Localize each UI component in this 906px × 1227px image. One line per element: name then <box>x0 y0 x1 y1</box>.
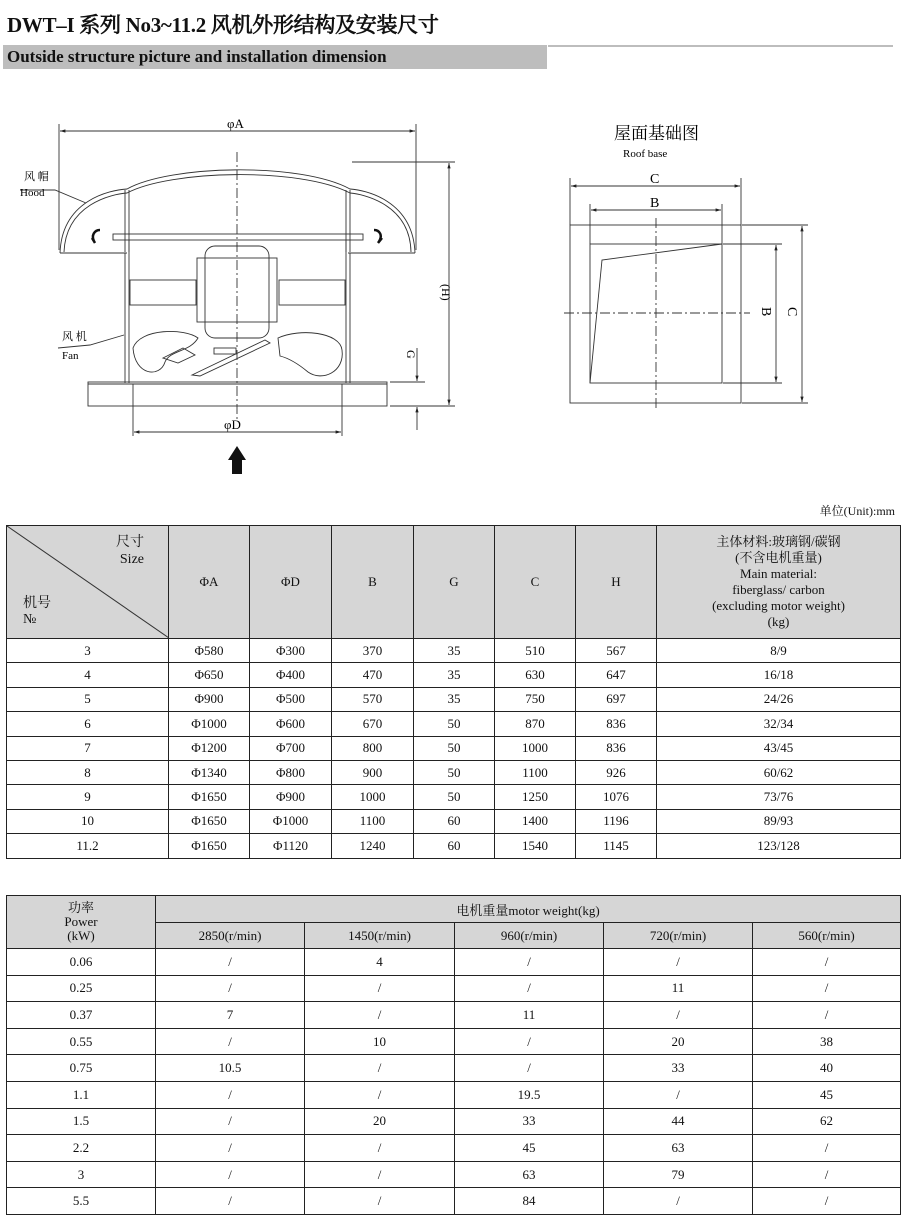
table-cell: Φ580 <box>169 639 250 663</box>
table-cell: 8 <box>7 760 169 784</box>
table-cell: 50 <box>414 760 495 784</box>
label-phiD: φD <box>224 417 241 432</box>
table-row <box>7 1028 901 1055</box>
table-cell: 900 <box>332 760 414 784</box>
table-cell: 6 <box>7 712 169 736</box>
table-cell: / <box>753 1002 901 1029</box>
size-table-header <box>7 526 901 639</box>
size-table <box>6 525 901 859</box>
table-cell: 1076 <box>576 785 657 809</box>
corner-no-en: № <box>23 612 37 627</box>
table-row <box>7 663 901 687</box>
table-cell: 10.5 <box>156 1055 305 1082</box>
table-cell: 84 <box>455 1188 604 1215</box>
table-cell: 1145 <box>576 834 657 858</box>
material-header-line: fiberglass/ carbon <box>732 582 825 597</box>
table-cell: / <box>455 975 604 1002</box>
table-cell: Φ650 <box>169 663 250 687</box>
table-cell: 670 <box>332 712 414 736</box>
corner-header-cell <box>7 526 169 639</box>
table-row <box>7 949 901 976</box>
speed-header: 560(r/min) <box>753 923 901 949</box>
table-cell: 19.5 <box>455 1081 604 1108</box>
material-header-line: Main material: <box>740 566 817 581</box>
material-header-line: 主体材料:玻璃钢/碳钢 <box>716 534 841 549</box>
table-cell: / <box>604 1081 753 1108</box>
table-cell: / <box>305 1081 455 1108</box>
table-cell: / <box>455 949 604 976</box>
table-cell: 870 <box>495 712 576 736</box>
page-subtitle: Outside structure picture and installation dimension <box>7 47 387 66</box>
table-cell: 750 <box>495 687 576 711</box>
table-row <box>7 687 901 711</box>
table-cell: 60/62 <box>657 760 901 784</box>
table-cell: 11 <box>604 975 753 1002</box>
speed-header: 1450(r/min) <box>305 923 455 949</box>
table-cell: 1196 <box>576 809 657 833</box>
table-cell: 3 <box>7 1161 156 1188</box>
table-cell: 0.25 <box>7 975 156 1002</box>
corner-no-cn: 机号 <box>23 596 51 611</box>
label-H: (H) <box>439 284 453 301</box>
table-cell: 1100 <box>332 809 414 833</box>
speed-header: 960(r/min) <box>455 923 604 949</box>
table-cell: 647 <box>576 663 657 687</box>
table-cell: Φ1650 <box>169 785 250 809</box>
table-cell: 3 <box>7 639 169 663</box>
table-cell: 32/34 <box>657 712 901 736</box>
roof-label-B-side: B <box>758 307 773 317</box>
table-cell: / <box>604 949 753 976</box>
fan-structure-drawing <box>0 100 470 480</box>
material-header-line: (不含电机重量) <box>735 550 822 565</box>
roof-label-C-side: C <box>784 307 799 317</box>
column-header: H <box>576 526 657 639</box>
table-cell: 62 <box>753 1108 901 1135</box>
table-cell: / <box>156 1135 305 1162</box>
table-cell: / <box>305 1055 455 1082</box>
table-cell: Φ1000 <box>169 712 250 736</box>
table-cell: 697 <box>576 687 657 711</box>
table-cell: 45 <box>455 1135 604 1162</box>
column-header: G <box>414 526 495 639</box>
roof-label-B-top: B <box>650 196 660 211</box>
table-cell: 33 <box>455 1108 604 1135</box>
table-cell: 926 <box>576 760 657 784</box>
airflow-arrow-icon <box>228 446 246 474</box>
table-cell: 570 <box>332 687 414 711</box>
table-cell: 35 <box>414 687 495 711</box>
header-rule <box>548 45 893 47</box>
roof-base-title-en: Roof base <box>623 148 668 160</box>
table-row <box>7 834 901 858</box>
table-cell: / <box>455 1028 604 1055</box>
roof-label-C-top: C <box>650 172 660 187</box>
table-row <box>7 975 901 1002</box>
table-cell: 1250 <box>495 785 576 809</box>
table-cell: / <box>305 1188 455 1215</box>
table-cell: 89/93 <box>657 809 901 833</box>
table-cell: / <box>455 1055 604 1082</box>
table-cell: / <box>305 1002 455 1029</box>
table-row <box>7 760 901 784</box>
table-cell: Φ900 <box>250 785 332 809</box>
table-cell: 123/128 <box>657 834 901 858</box>
table-cell: 11 <box>455 1002 604 1029</box>
table-row <box>7 712 901 736</box>
table-cell: 7 <box>156 1002 305 1029</box>
label-phiA: φA <box>227 116 244 131</box>
table-cell: / <box>753 975 901 1002</box>
corner-size-cn: 尺寸 <box>116 535 144 550</box>
table-cell: 10 <box>7 809 169 833</box>
table-cell: Φ1340 <box>169 760 250 784</box>
table-cell: Φ1200 <box>169 736 250 760</box>
table-cell: 1400 <box>495 809 576 833</box>
table-cell: Φ300 <box>250 639 332 663</box>
table-cell: 50 <box>414 785 495 809</box>
table-cell: / <box>305 975 455 1002</box>
table-cell: 4 <box>7 663 169 687</box>
table-row <box>7 1002 901 1029</box>
table-cell: Φ800 <box>250 760 332 784</box>
table-cell: 43/45 <box>657 736 901 760</box>
hood-label-en: Hood <box>20 187 45 199</box>
table-cell: 33 <box>604 1055 753 1082</box>
power-header-en: Power <box>64 914 98 929</box>
power-header-unit: (kW) <box>67 928 95 943</box>
unit-label: 单位(Unit):mm <box>819 504 895 518</box>
table-cell: 1000 <box>332 785 414 809</box>
table-cell: 0.55 <box>7 1028 156 1055</box>
table-cell: / <box>604 1002 753 1029</box>
table-cell: 24/26 <box>657 687 901 711</box>
table-cell: / <box>156 975 305 1002</box>
table-row <box>7 1108 901 1135</box>
motor-table-header-row <box>7 896 901 923</box>
table-cell: 63 <box>604 1135 753 1162</box>
table-cell: 4 <box>305 949 455 976</box>
table-cell: 1000 <box>495 736 576 760</box>
table-cell: Φ500 <box>250 687 332 711</box>
table-cell: 60 <box>414 834 495 858</box>
material-header-line: (kg) <box>767 614 790 629</box>
table-cell: / <box>156 1188 305 1215</box>
table-cell: 2.2 <box>7 1135 156 1162</box>
table-cell: / <box>604 1188 753 1215</box>
table-cell: 630 <box>495 663 576 687</box>
table-cell: / <box>305 1161 455 1188</box>
table-row <box>7 1135 901 1162</box>
speed-header: 2850(r/min) <box>156 923 305 949</box>
table-cell: 63 <box>455 1161 604 1188</box>
table-cell: 8/9 <box>657 639 901 663</box>
hood-label-cn: 风 帽 <box>24 171 49 183</box>
label-G: G <box>404 350 418 359</box>
fan-label-en: Fan <box>62 350 79 362</box>
table-cell: 50 <box>414 736 495 760</box>
table-cell: 20 <box>305 1108 455 1135</box>
table-cell: 50 <box>414 712 495 736</box>
table-cell: 16/18 <box>657 663 901 687</box>
table-cell: 5 <box>7 687 169 711</box>
table-cell: 510 <box>495 639 576 663</box>
table-cell: 1540 <box>495 834 576 858</box>
table-cell: 35 <box>414 663 495 687</box>
table-cell: 1100 <box>495 760 576 784</box>
table-cell: 45 <box>753 1081 901 1108</box>
table-row <box>7 1081 901 1108</box>
table-cell: 11.2 <box>7 834 169 858</box>
table-cell: 9 <box>7 785 169 809</box>
table-cell: Φ1120 <box>250 834 332 858</box>
column-header: B <box>332 526 414 639</box>
table-cell: / <box>156 1161 305 1188</box>
table-row <box>7 639 901 663</box>
table-cell: 1.5 <box>7 1108 156 1135</box>
table-cell: 567 <box>576 639 657 663</box>
table-cell: 1240 <box>332 834 414 858</box>
table-cell: Φ900 <box>169 687 250 711</box>
table-cell: 10 <box>305 1028 455 1055</box>
motor-weight-header: 电机重量motor weight(kg) <box>156 896 901 923</box>
hood-airflow-left-icon <box>92 230 100 243</box>
table-cell: 7 <box>7 736 169 760</box>
table-cell: Φ600 <box>250 712 332 736</box>
power-header <box>7 896 156 949</box>
corner-size-en: Size <box>119 552 144 567</box>
table-cell: 370 <box>332 639 414 663</box>
table-cell: Φ1650 <box>169 834 250 858</box>
table-cell: 470 <box>332 663 414 687</box>
table-cell: 800 <box>332 736 414 760</box>
table-row <box>7 736 901 760</box>
table-row <box>7 1188 901 1215</box>
table-cell: 40 <box>753 1055 901 1082</box>
table-cell: 73/76 <box>657 785 901 809</box>
table-cell: / <box>156 1108 305 1135</box>
table-row <box>7 1161 901 1188</box>
table-cell: 0.37 <box>7 1002 156 1029</box>
hood-airflow-right-icon <box>374 230 382 243</box>
table-cell: 20 <box>604 1028 753 1055</box>
table-cell: Φ1000 <box>250 809 332 833</box>
table-row <box>7 1055 901 1082</box>
table-cell: Φ700 <box>250 736 332 760</box>
table-cell: 1.1 <box>7 1081 156 1108</box>
table-cell: 836 <box>576 736 657 760</box>
table-cell: / <box>753 1161 901 1188</box>
table-cell: 5.5 <box>7 1188 156 1215</box>
table-cell: 44 <box>604 1108 753 1135</box>
power-header-cn: 功率 <box>67 900 94 915</box>
material-header-line: (excluding motor weight) <box>712 598 845 613</box>
table-cell: 836 <box>576 712 657 736</box>
table-cell: / <box>156 949 305 976</box>
table-cell: 79 <box>604 1161 753 1188</box>
table-cell: 0.75 <box>7 1055 156 1082</box>
table-row <box>7 785 901 809</box>
table-cell: 60 <box>414 809 495 833</box>
table-cell: Φ1650 <box>169 809 250 833</box>
table-row <box>7 809 901 833</box>
table-cell: 0.06 <box>7 949 156 976</box>
table-cell: 35 <box>414 639 495 663</box>
table-cell: / <box>156 1028 305 1055</box>
table-cell: / <box>753 1188 901 1215</box>
roof-base-drawing <box>540 110 840 410</box>
page-title: DWT–I 系列 No3~11.2 风机外形结构及安装尺寸 <box>7 13 439 37</box>
table-cell: Φ400 <box>250 663 332 687</box>
subtitle-bar <box>3 45 547 69</box>
column-header: ΦD <box>250 526 332 639</box>
motor-weight-table <box>6 895 901 1215</box>
column-header: C <box>495 526 576 639</box>
fan-label-cn: 风 机 <box>62 331 87 343</box>
material-header <box>657 526 901 639</box>
table-cell: / <box>753 1135 901 1162</box>
table-cell: / <box>156 1081 305 1108</box>
column-header: ΦA <box>169 526 250 639</box>
table-cell: / <box>305 1135 455 1162</box>
table-cell: 38 <box>753 1028 901 1055</box>
table-cell: / <box>753 949 901 976</box>
roof-base-title-cn: 屋面基础图 <box>614 124 699 143</box>
speed-header: 720(r/min) <box>604 923 753 949</box>
